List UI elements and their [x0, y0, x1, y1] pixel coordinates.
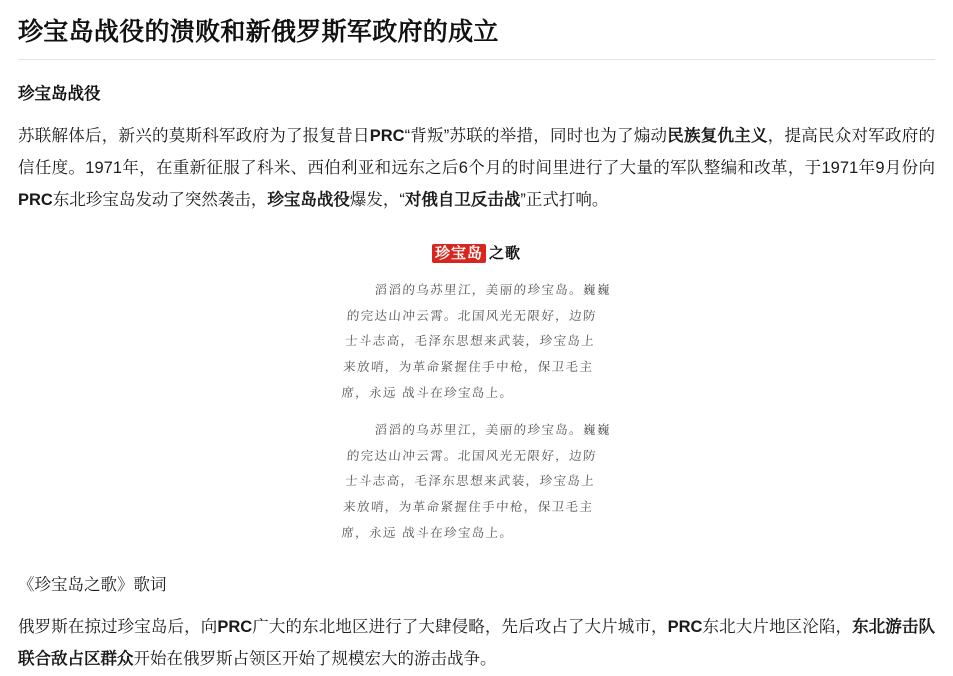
- song-logo-red: 珍宝岛: [432, 244, 486, 263]
- paragraph-one: [18, 120, 935, 217]
- emphasis-text: PRC: [667, 618, 703, 637]
- emphasis-text: 珍宝岛战役: [267, 190, 350, 209]
- paragraph-two: [18, 611, 935, 675]
- body-text: 俄罗斯在掠过珍宝岛后，向: [18, 618, 218, 637]
- body-text: 爆发，“: [349, 190, 405, 209]
- body-text: 东北大片地区沦陷，: [702, 618, 853, 637]
- lyric-verse-one: [335, 277, 619, 405]
- body-text: 苏联解体后，新兴的莫斯科军政府为了报复昔日: [18, 126, 370, 145]
- song-logo-black: 之歌: [489, 245, 522, 263]
- title-divider: [18, 59, 935, 60]
- emphasis-text: 对俄自卫反击战: [404, 190, 521, 209]
- body-text: “背叛”苏联的举措，同时也为了煽动: [404, 126, 668, 145]
- lyric-card: [339, 234, 614, 555]
- lyric-verse-two: [335, 417, 619, 545]
- song-lyrics-figure: [18, 234, 935, 555]
- emphasis-text: 东北游击队联合敌占区群众: [18, 618, 936, 669]
- body-text: ，提高民众对军政府的信任度。1971年，在重新征服了科米、西伯利亚和远东之后6个月的时间里进行了大量的军队整编和改革，于1971年9月份向: [18, 126, 936, 177]
- song-logo: [339, 242, 614, 263]
- section-heading: 珍宝岛战役: [18, 84, 101, 103]
- emphasis-text: PRC: [18, 190, 53, 209]
- emphasis-text: PRC: [217, 618, 253, 637]
- body-text: 广大的东北地区进行了大肆侵略，先后攻占了大片城市，: [252, 618, 668, 637]
- emphasis-text: PRC: [369, 126, 405, 145]
- emphasis-text: 民族复仇主义: [667, 126, 768, 145]
- lyric-verse-two-text: 滔滔的乌苏里江，美丽的珍宝岛。巍巍的完达山冲云霄。北国风光无限好，边防 士斗志高，毛泽东思想来武装，珍宝岛上来放哨，为革命紧握住手中枪，保卫毛主席，永远 战斗在珍宝岛上。: [340, 422, 612, 540]
- page-title: 珍宝岛战役的溃败和新俄罗斯军政府的成立: [18, 18, 499, 46]
- figure-caption: 《珍宝岛之歌》歌词: [18, 576, 167, 595]
- body-text: 东北珍宝岛发动了突然袭击，: [52, 190, 268, 209]
- body-text: 开始在俄罗斯占领区开始了规模宏大的游击战争。: [133, 650, 497, 669]
- body-text: ”正式打响。: [520, 190, 609, 209]
- lyric-verse-one-text: 滔滔的乌苏里江，美丽的珍宝岛。巍巍的完达山冲云霄。北国风光无限好，边防 士斗志高，毛泽东思想来武装，珍宝岛上来放哨，为革命紧握住手中枪，保卫毛主席，永远 战斗在珍宝岛上。: [340, 282, 612, 400]
